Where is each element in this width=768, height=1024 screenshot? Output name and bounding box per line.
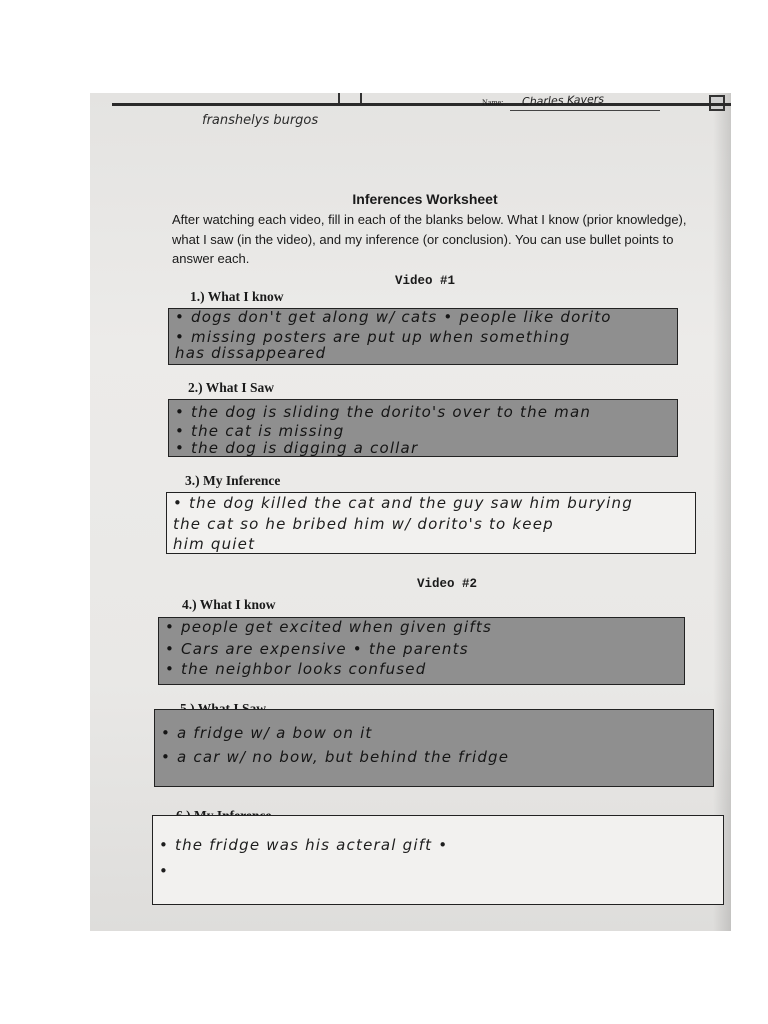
student-name: franshelys burgos	[202, 113, 319, 128]
q1-answer-box	[168, 308, 678, 365]
q1-line-2: • missing posters are put up when something	[175, 328, 571, 346]
q4-line-3: • the neighbor looks confused	[165, 660, 427, 678]
q3-line-2: the cat so he bribed him w/ dorito's to keep	[173, 515, 554, 533]
q2-line-1: • the dog is sliding the dorito's over to the man	[175, 403, 592, 421]
binder-tab	[338, 93, 362, 103]
video-1-heading: Video #1	[394, 274, 455, 288]
q4-line-1: • people get excited when given gifts	[165, 618, 492, 636]
q1-label: 1.) What I know	[190, 289, 284, 304]
q2-line-3: • the dog is digging a collar	[175, 439, 419, 457]
header-rule	[112, 103, 731, 106]
q5-answer-box	[154, 709, 714, 787]
q4-line-2: • Cars are expensive • the parents	[165, 640, 469, 658]
q4-label: 4.) What I know	[182, 597, 276, 612]
q6-line-1: • the fridge was his acteral gift •	[159, 836, 449, 854]
q5-line-2: • a car w/ no bow, but behind the fridge	[161, 748, 510, 766]
name-line	[510, 110, 660, 111]
q3-line-1: • the dog killed the cat and the guy saw him burying	[173, 494, 633, 512]
instructions: After watching each video, fill in each of the blanks below. What I know (prior knowledge), what I saw (in the video), and my inference (or conclusion). You can use bullet points to answer each.	[172, 212, 687, 266]
q3-answer-box	[166, 492, 696, 554]
q3-label: 3.) My Inference	[185, 473, 281, 488]
page-shadow	[713, 93, 731, 931]
q4-answer-box	[158, 617, 685, 685]
video-2-heading: Video #2	[416, 577, 477, 591]
name-label: Name:	[482, 98, 504, 107]
worksheet-photo	[90, 93, 731, 931]
q2-line-2: • the cat is missing	[175, 422, 345, 440]
worksheet-title: Inferences Worksheet	[352, 191, 498, 207]
name-value: Charles Kavers	[521, 93, 605, 109]
q6-line-2: •	[159, 862, 170, 880]
q5-line-1: • a fridge w/ a bow on it	[161, 724, 373, 742]
q1-line-3: has dissappeared	[175, 344, 327, 362]
q2-label: 2.) What I Saw	[188, 380, 275, 395]
q6-answer-box	[152, 815, 724, 905]
q2-answer-box	[168, 399, 678, 457]
q3-line-3: him quiet	[173, 535, 256, 553]
q1-line-1: • dogs don't get along w/ cats • people like dorito	[175, 308, 612, 326]
